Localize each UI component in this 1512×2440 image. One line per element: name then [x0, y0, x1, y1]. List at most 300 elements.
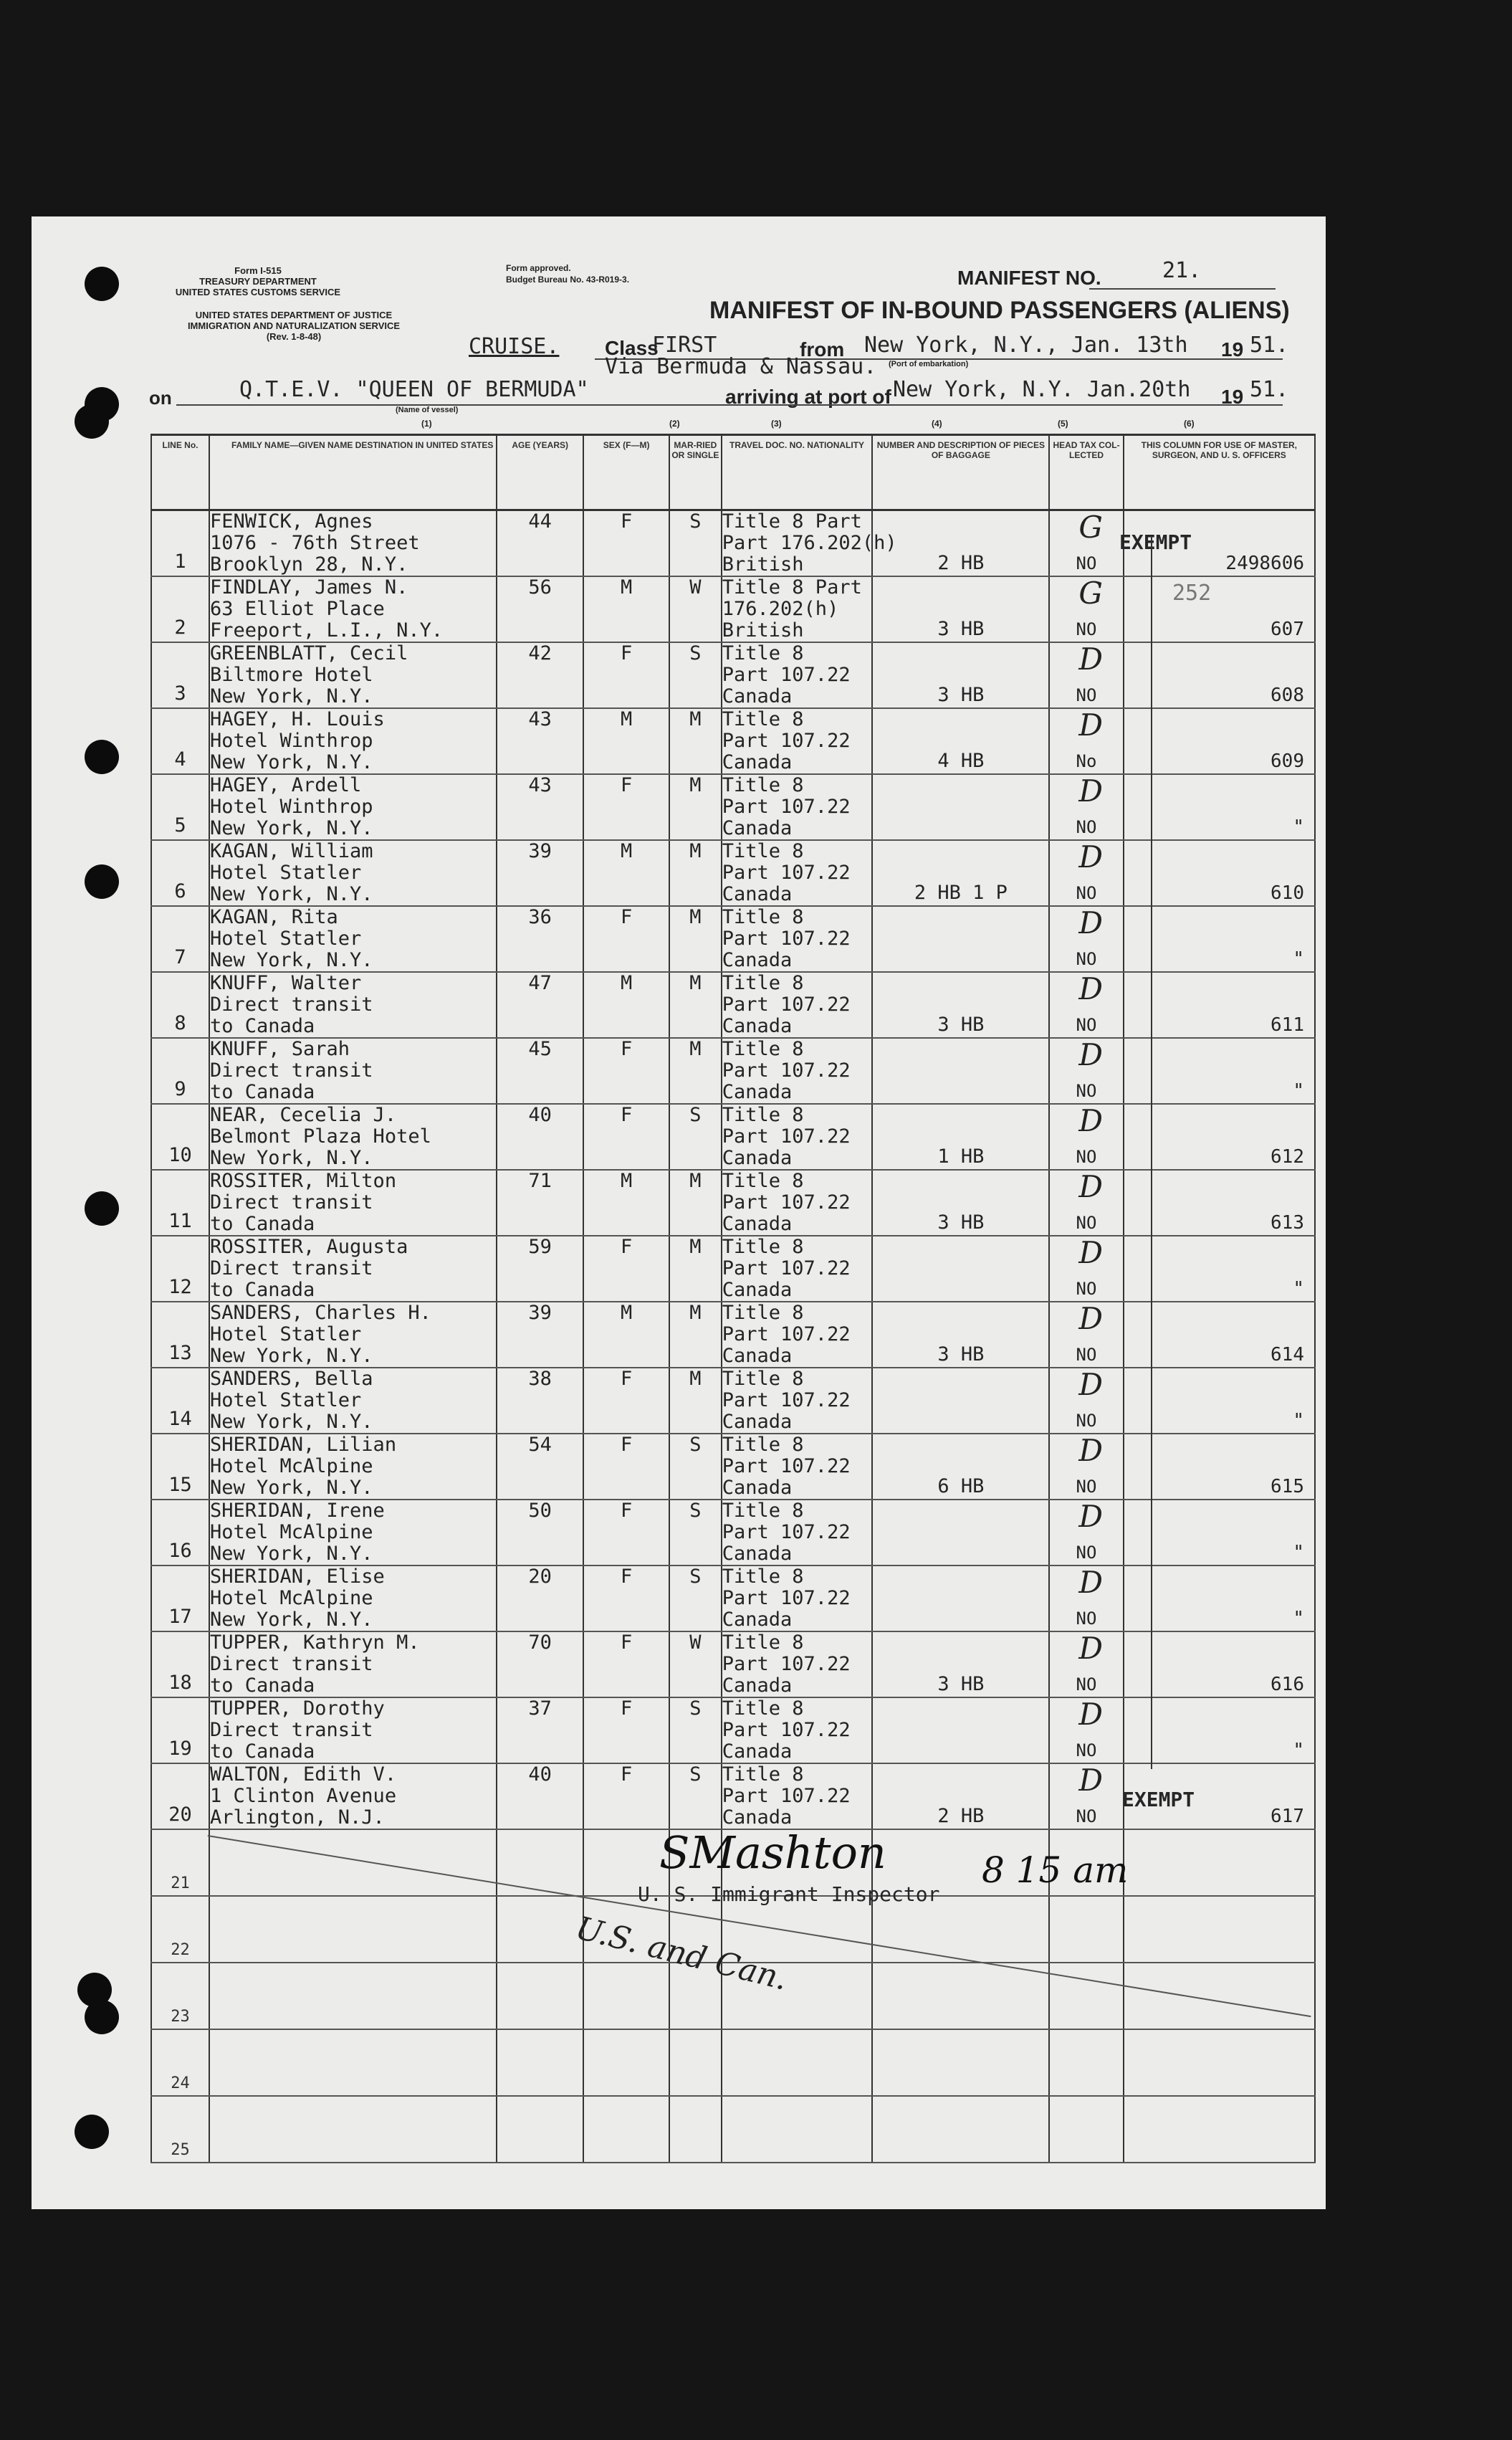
table-row — [151, 1697, 1315, 1763]
marital-cell — [669, 1631, 722, 1697]
baggage-cell — [872, 1434, 1049, 1500]
line-number-text: 15 — [168, 1474, 192, 1496]
passenger-name-text: HAGEY, Ardell Hotel Winthrop New York, N.Y. — [209, 774, 373, 839]
col-header-baggage: NUMBER AND DESCRIPTION OF PIECES OF BAGGAGE — [872, 435, 1049, 510]
head-tax-cell-text: NO — [1076, 817, 1097, 837]
form-justice-block — [143, 310, 444, 342]
form-approved: Form approved. — [506, 263, 571, 273]
line-number — [151, 1631, 209, 1697]
baggage-cell — [872, 840, 1049, 906]
head-tax-mark: D — [1078, 1565, 1104, 1600]
table-row — [151, 1038, 1315, 1104]
passenger-name-text: ROSSITER, Augusta Direct transit to Canada — [209, 1236, 408, 1301]
travel-doc-cell-text: Title 8 Part 107.22 Canada — [722, 1500, 851, 1565]
form-approval — [506, 262, 629, 285]
age-cell-text: 20 — [528, 1565, 552, 1588]
class-label: Class — [605, 337, 659, 359]
officer-cell-text: 611 — [1271, 1014, 1304, 1036]
marital-cell-text: M — [689, 708, 702, 730]
arrival-year-prefix: 19 — [1221, 386, 1244, 408]
head-tax-cell — [1049, 1104, 1123, 1170]
head-tax-cell-text: NO — [1076, 1213, 1097, 1233]
table-row — [151, 1368, 1315, 1434]
baggage-cell — [872, 708, 1049, 774]
baggage-cell-text: 3 HB — [937, 1673, 985, 1695]
budget-bureau: Budget Bureau No. 43-R019-3. — [506, 275, 630, 285]
blank-row — [151, 2029, 1315, 2096]
marital-cell-text: M — [689, 1302, 702, 1324]
marital-cell — [669, 1697, 722, 1763]
age-cell — [497, 1104, 583, 1170]
age-cell — [497, 1236, 583, 1302]
table-row — [151, 708, 1315, 774]
sex-cell — [583, 1763, 669, 1829]
form-department-block — [143, 265, 373, 297]
head-tax-cell — [1049, 1368, 1123, 1434]
arrival-year: 51. — [1250, 377, 1289, 402]
officer-cell-text: 608 — [1271, 685, 1304, 706]
baggage-cell — [872, 1038, 1049, 1104]
passenger-name-text: SANDERS, Charles H. Hotel Statler New York, N.Y. — [209, 1302, 431, 1367]
line-number — [151, 1697, 209, 1763]
line-number — [151, 1763, 209, 1829]
age-cell-text: 36 — [528, 906, 552, 928]
col-header-travel: TRAVEL DOC. NO. NATIONALITY — [722, 435, 873, 510]
passenger-name-text: TUPPER, Dorothy Direct transit to Canada — [209, 1697, 385, 1763]
baggage-cell — [872, 1500, 1049, 1565]
age-cell-text: 71 — [528, 1170, 552, 1192]
line-number — [151, 2096, 209, 2163]
age-cell-text: 43 — [528, 774, 552, 796]
age-cell — [497, 510, 583, 577]
head-tax-mark: D — [1078, 971, 1104, 1006]
table-row — [151, 1500, 1315, 1565]
marital-cell — [669, 1434, 722, 1500]
head-tax-mark: D — [1078, 707, 1104, 743]
line-number — [151, 2029, 209, 2096]
head-tax-cell — [1049, 840, 1123, 906]
marital-cell-text: S — [689, 1763, 702, 1786]
blank-cell — [1124, 1896, 1315, 1963]
head-tax-mark: G — [1078, 510, 1103, 545]
travel-doc-cell — [722, 1631, 873, 1697]
travel-doc-cell-text: Title 8 Part 176.202(h) British — [722, 576, 862, 642]
marital-cell — [669, 1500, 722, 1565]
passenger-name — [209, 1500, 497, 1565]
passenger-name — [209, 1434, 497, 1500]
travel-doc-cell — [722, 1500, 873, 1565]
head-tax-cell-text: NO — [1076, 1477, 1097, 1497]
table-header-row — [151, 435, 1315, 510]
head-tax-mark: D — [1078, 1763, 1104, 1798]
age-cell — [497, 708, 583, 774]
head-tax-cell — [1049, 774, 1123, 840]
blank-cell — [669, 2096, 722, 2163]
baggage-cell-text: 3 HB — [937, 1343, 985, 1366]
marital-cell-text: M — [689, 972, 702, 994]
sex-cell — [583, 840, 669, 906]
line-number — [151, 840, 209, 906]
sex-cell — [583, 1697, 669, 1763]
travel-doc-cell-text: Title 8 Part 107.22 Canada — [722, 708, 851, 773]
line-number-text: 17 — [168, 1606, 192, 1628]
inspector-caption: U. S. Immigrant Inspector — [638, 1882, 940, 1906]
marital-cell-text: S — [689, 1104, 702, 1126]
binder-hole — [85, 267, 119, 301]
sex-cell-text: F — [621, 774, 633, 796]
head-tax-mark: D — [1078, 1235, 1104, 1270]
marital-cell — [669, 510, 722, 577]
head-tax-mark: D — [1078, 1037, 1104, 1072]
marital-cell — [669, 1565, 722, 1631]
officer-divider — [1151, 536, 1152, 1769]
baggage-cell — [872, 1236, 1049, 1302]
blank-cell — [722, 2029, 873, 2096]
travel-doc-cell-text: Title 8 Part 107.22 Canada — [722, 1434, 851, 1499]
age-cell-text: 47 — [528, 972, 552, 994]
age-cell-text: 37 — [528, 1697, 552, 1720]
head-tax-cell — [1049, 1170, 1123, 1236]
officer-cell-text: " — [1293, 1740, 1304, 1761]
sex-cell — [583, 1500, 669, 1565]
sex-cell-text: M — [621, 840, 633, 862]
age-cell — [497, 1434, 583, 1500]
sex-cell-text: F — [621, 1236, 633, 1258]
sex-cell — [583, 972, 669, 1038]
binder-hole — [85, 2000, 119, 2034]
line-number-text: 25 — [171, 2141, 190, 2159]
table-row — [151, 906, 1315, 972]
port-embark-caption: (Port of embarkation) — [889, 360, 969, 368]
age-cell — [497, 972, 583, 1038]
sex-cell — [583, 1170, 669, 1236]
head-tax-cell — [1049, 576, 1123, 642]
marital-cell — [669, 1302, 722, 1368]
passenger-name-text: GREENBLATT, Cecil Biltmore Hotel New York, N.Y. — [209, 642, 408, 707]
head-tax-cell-text: NO — [1076, 1806, 1097, 1826]
marital-cell-text: S — [689, 510, 702, 533]
age-cell — [497, 1170, 583, 1236]
line-number — [151, 906, 209, 972]
route-via: Via Bermuda & Nassau. — [605, 354, 877, 379]
marital-cell-text: M — [689, 840, 702, 862]
marital-cell — [669, 708, 722, 774]
passenger-name-text: KAGAN, Rita Hotel Statler New York, N.Y. — [209, 906, 373, 971]
travel-doc-cell — [722, 1434, 873, 1500]
head-tax-cell — [1049, 1302, 1123, 1368]
head-tax-cell-text: NO — [1076, 949, 1097, 969]
travel-doc-cell-text: Title 8 Part 107.22 Canada — [722, 906, 851, 971]
blank-cell — [872, 1963, 1049, 2029]
from-year-prefix: 19 — [1221, 338, 1244, 361]
officer-cell-text: 612 — [1271, 1146, 1304, 1168]
passenger-name — [209, 1236, 497, 1302]
head-tax-cell-text: NO — [1076, 883, 1097, 903]
head-tax-mark: D — [1078, 1697, 1104, 1732]
marital-cell — [669, 576, 722, 642]
age-cell-text: 44 — [528, 510, 552, 533]
head-tax-cell — [1049, 1038, 1123, 1104]
table-row — [151, 1631, 1315, 1697]
passenger-name — [209, 972, 497, 1038]
form-number: Form I-515 — [234, 265, 282, 276]
marital-cell-text: M — [689, 906, 702, 928]
travel-doc-cell-text: Title 8 Part 107.22 Canada — [722, 1038, 851, 1103]
officer-cell-text: 616 — [1271, 1674, 1304, 1695]
vessel-name: Q.T.E.V. "QUEEN OF BERMUDA" — [239, 377, 589, 402]
blank-cell — [1124, 1963, 1315, 2029]
marital-cell-text: W — [689, 576, 702, 599]
passenger-name — [209, 1104, 497, 1170]
table-row — [151, 576, 1315, 642]
baggage-cell-text: 1 HB — [937, 1145, 985, 1168]
blank-cell — [1049, 1896, 1123, 1963]
line-number-text: 3 — [174, 682, 186, 705]
blank-cell — [583, 2096, 669, 2163]
travel-doc-cell-text: Title 8 Part 107.22 Canada — [722, 642, 851, 707]
officer-cell-text: 615 — [1271, 1476, 1304, 1497]
sex-cell-text: M — [621, 576, 633, 599]
head-tax-cell — [1049, 1434, 1123, 1500]
sex-cell-text: M — [621, 708, 633, 730]
baggage-cell — [872, 906, 1049, 972]
sex-cell-text: F — [621, 510, 633, 533]
travel-doc-cell-text: Title 8 Part 107.22 Canada — [722, 972, 851, 1037]
blank-cell — [209, 1896, 497, 1963]
passenger-name-text: TUPPER, Kathryn M. Direct transit to Canada — [209, 1631, 420, 1697]
head-tax-cell — [1049, 510, 1123, 577]
table-row — [151, 972, 1315, 1038]
blank-cell — [722, 2096, 873, 2163]
passenger-name — [209, 1631, 497, 1697]
sex-cell — [583, 1565, 669, 1631]
head-tax-cell — [1049, 1500, 1123, 1565]
travel-doc-cell — [722, 708, 873, 774]
marital-cell — [669, 906, 722, 972]
line-number — [151, 1565, 209, 1631]
travel-doc-cell-text: Title 8 Part 107.22 Canada — [722, 1104, 851, 1169]
marital-cell — [669, 1104, 722, 1170]
sex-cell-text: F — [621, 642, 633, 664]
sex-cell-text: F — [621, 1697, 633, 1720]
head-tax-cell-text: NO — [1076, 1081, 1097, 1101]
blank-cell — [583, 2029, 669, 2096]
marital-cell-text: S — [689, 1697, 702, 1720]
baggage-cell-text: 2 HB — [937, 1805, 985, 1827]
head-tax-mark: D — [1078, 905, 1104, 940]
baggage-cell — [872, 1302, 1049, 1368]
marital-cell-text: M — [689, 1038, 702, 1060]
inspector-signature: SMashton — [659, 1826, 886, 1879]
officer-cell-text: 609 — [1271, 750, 1304, 772]
sex-cell — [583, 1236, 669, 1302]
blank-row — [151, 2096, 1315, 2163]
baggage-cell-text: 3 HB — [937, 1014, 985, 1036]
line-number-text: 19 — [168, 1738, 192, 1760]
age-cell-text: 59 — [528, 1236, 552, 1258]
sex-cell — [583, 1104, 669, 1170]
line-number — [151, 1368, 209, 1434]
sex-cell-text: F — [621, 1038, 633, 1060]
sex-cell — [583, 510, 669, 577]
line-number-text: 10 — [168, 1144, 192, 1166]
head-tax-cell — [1049, 708, 1123, 774]
marital-cell-text: M — [689, 1368, 702, 1390]
age-cell — [497, 1631, 583, 1697]
head-tax-cell-text: NO — [1076, 553, 1097, 573]
baggage-cell — [872, 774, 1049, 840]
officer-cell-text: " — [1293, 1410, 1304, 1431]
page-title: MANIFEST OF IN-BOUND PASSENGERS (ALIENS) — [709, 297, 1290, 324]
age-cell-text: 54 — [528, 1434, 552, 1456]
head-tax-cell — [1049, 1697, 1123, 1763]
age-cell — [497, 1038, 583, 1104]
line-number-text: 16 — [168, 1540, 192, 1562]
marital-cell — [669, 1763, 722, 1829]
head-tax-mark: D — [1078, 1631, 1104, 1666]
baggage-cell — [872, 1631, 1049, 1697]
blank-cell — [872, 2029, 1049, 2096]
table-row — [151, 840, 1315, 906]
line-number — [151, 1104, 209, 1170]
sex-cell — [583, 576, 669, 642]
travel-doc-cell — [722, 1368, 873, 1434]
passenger-name-text: FENWICK, Agnes 1076 - 76th Street Brooklyn 28, N.Y. — [209, 510, 420, 576]
line-number — [151, 510, 209, 577]
from-year: 51. — [1250, 333, 1289, 358]
binder-hole — [85, 864, 119, 899]
head-tax-cell-text: No — [1076, 751, 1097, 771]
line-number-text: 14 — [168, 1408, 192, 1430]
baggage-cell-text: 2 HB 1 P — [914, 882, 1008, 904]
blank-cell — [1049, 2029, 1123, 2096]
line-number-text: 11 — [168, 1210, 192, 1232]
line-number — [151, 1963, 209, 2029]
travel-doc-cell-text: Title 8 Part 107.22 Canada — [722, 840, 851, 905]
passenger-name — [209, 1368, 497, 1434]
age-cell-text: 45 — [528, 1038, 552, 1060]
head-tax-mark: D — [1078, 1103, 1104, 1138]
sex-cell-text: M — [621, 1302, 633, 1324]
head-tax-cell-text: NO — [1076, 1279, 1097, 1299]
officer-cell-text: 607 — [1271, 619, 1304, 640]
age-cell-text: 38 — [528, 1368, 552, 1390]
line-number — [151, 708, 209, 774]
travel-doc-cell — [722, 1763, 873, 1829]
sex-cell-text: F — [621, 1631, 633, 1654]
age-cell-text: 50 — [528, 1500, 552, 1522]
baggage-cell-text: 6 HB — [937, 1475, 985, 1497]
travel-doc-cell — [722, 642, 873, 708]
line-number — [151, 576, 209, 642]
head-tax-cell — [1049, 642, 1123, 708]
age-cell-text: 40 — [528, 1104, 552, 1126]
marital-cell-text: S — [689, 1434, 702, 1456]
table-row — [151, 1434, 1315, 1500]
travel-doc-cell-text: Title 8 Part 107.22 Canada — [722, 1763, 851, 1829]
baggage-cell — [872, 1763, 1049, 1829]
manifest-number: 21. — [1162, 258, 1202, 283]
blank-cell — [497, 1963, 583, 2029]
head-tax-cell-text: NO — [1076, 619, 1097, 639]
blank-cell — [1124, 1829, 1315, 1896]
col-header-married: MAR-RIED OR SINGLE — [669, 435, 722, 510]
manifest-number-label: MANIFEST NO. — [957, 267, 1101, 289]
col-number: (2) — [669, 419, 680, 429]
line-number-text: 24 — [171, 2074, 190, 2092]
officer-cell-text: " — [1293, 1542, 1304, 1563]
travel-doc-cell — [722, 510, 897, 577]
col-number: (1) — [421, 419, 432, 429]
sex-cell — [583, 642, 669, 708]
passenger-name-text: SANDERS, Bella Hotel Statler New York, N.Y. — [209, 1368, 373, 1433]
sex-cell — [583, 1038, 669, 1104]
blank-cell — [1049, 1963, 1123, 2029]
travel-doc-cell-text: Title 8 Part 107.22 Canada — [722, 1565, 851, 1631]
line-number-text: 20 — [168, 1803, 192, 1826]
form-revision: (Rev. 1-8-48) — [266, 331, 322, 342]
passenger-name — [209, 576, 497, 642]
sex-cell-text: F — [621, 1565, 633, 1588]
age-cell — [497, 1763, 583, 1829]
travel-doc-cell-text: Title 8 Part 107.22 Canada — [722, 1697, 851, 1763]
passenger-name — [209, 708, 497, 774]
sex-cell-text: F — [621, 1500, 633, 1522]
passenger-name-text: KNUFF, Sarah Direct transit to Canada — [209, 1038, 373, 1103]
marital-cell — [669, 1236, 722, 1302]
line-number-text: 1 — [174, 551, 186, 573]
sex-cell — [583, 1368, 669, 1434]
sex-cell — [583, 708, 669, 774]
officer-cell-text: " — [1293, 1278, 1304, 1300]
travel-doc-cell — [722, 774, 873, 840]
marital-cell-text: M — [689, 1236, 702, 1258]
travel-doc-cell-text: Title 8 Part Part 176.202(h) British — [722, 510, 897, 576]
line-number — [151, 642, 209, 708]
passenger-name — [209, 774, 497, 840]
line-number — [151, 1236, 209, 1302]
age-cell-text: 42 — [528, 642, 552, 664]
officer-cell-text: 617 — [1271, 1806, 1304, 1827]
head-tax-cell — [1049, 972, 1123, 1038]
cruise-label: CRUISE. — [469, 334, 560, 359]
travel-doc-cell-text: Title 8 Part 107.22 Canada — [722, 1302, 851, 1367]
line-number — [151, 774, 209, 840]
travel-doc-cell — [722, 1038, 873, 1104]
table-row — [151, 1236, 1315, 1302]
officer-cell-text: 2498606 — [1225, 553, 1304, 574]
sex-cell — [583, 1434, 669, 1500]
travel-doc-cell — [722, 906, 873, 972]
col-header-tax: HEAD TAX COL-LECTED — [1049, 435, 1123, 510]
exempt-stamp: EXEMPT — [1122, 1788, 1195, 1811]
marital-cell-text: S — [689, 642, 702, 664]
travel-doc-cell — [722, 1565, 873, 1631]
travel-doc-cell — [722, 1697, 873, 1763]
head-tax-cell-text: NO — [1076, 685, 1097, 705]
baggage-cell — [872, 1697, 1049, 1763]
line-number-text: 21 — [171, 1874, 190, 1892]
marital-cell-text: M — [689, 774, 702, 796]
head-tax-mark: G — [1078, 576, 1103, 611]
travel-doc-cell-text: Title 8 Part 107.22 Canada — [722, 1170, 851, 1235]
col-number: (4) — [932, 419, 942, 429]
justice-dept: UNITED STATES DEPARTMENT OF JUSTICE — [195, 310, 393, 320]
col-number: (6) — [1184, 419, 1195, 429]
passenger-name-text: ROSSITER, Milton Direct transit to Canada — [209, 1170, 397, 1235]
baggage-cell — [872, 1565, 1049, 1631]
head-tax-mark: D — [1078, 1367, 1104, 1402]
